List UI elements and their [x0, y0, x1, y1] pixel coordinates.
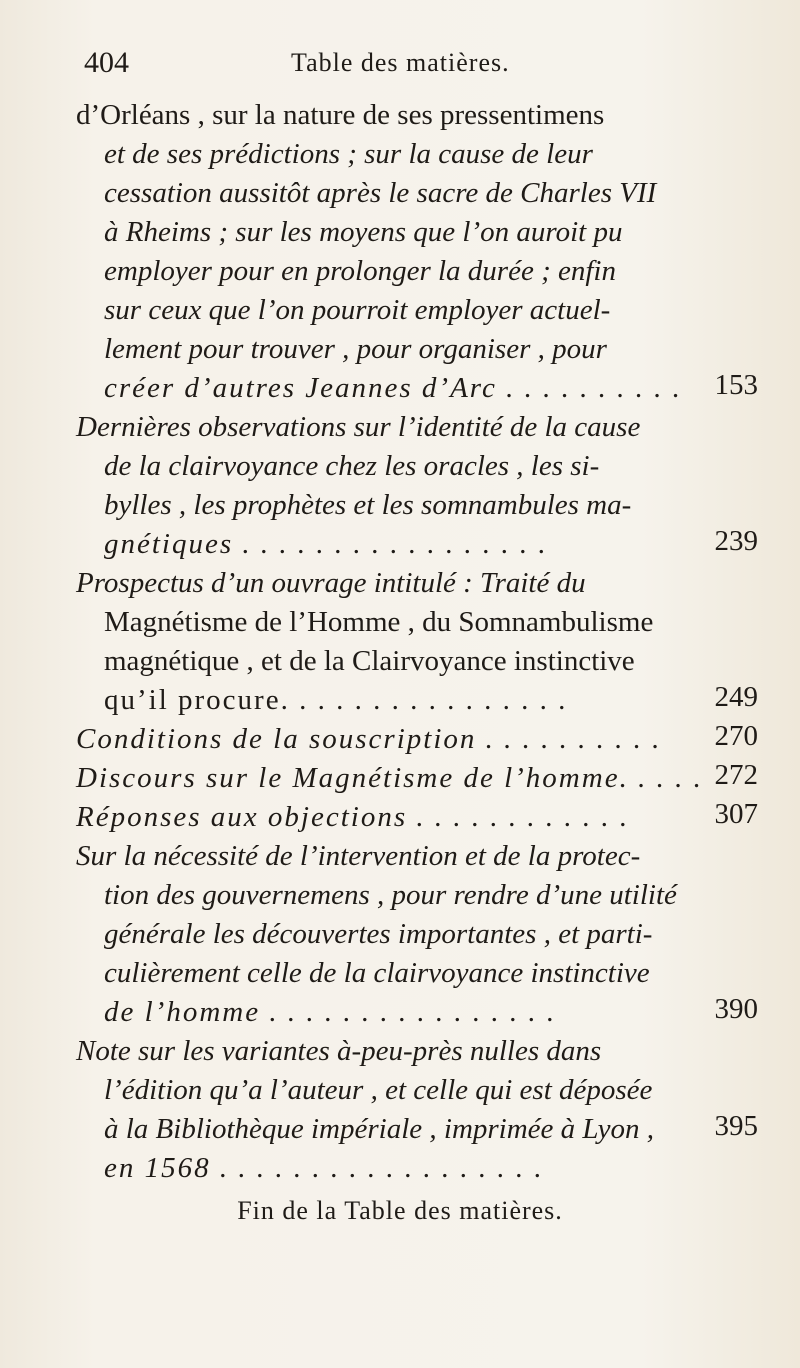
- toc-entry-dernieres: [76, 408, 758, 564]
- toc-line: [76, 564, 746, 603]
- toc-line: à Rheims ; sur les moyens que l’on auroit pu: [104, 216, 623, 248]
- toc-line: tion des gouvernemens , pour rendre d’une utilité: [104, 879, 677, 911]
- toc-line: générale les découvertes importantes , et parti-: [104, 918, 653, 950]
- toc-page-ref: 153: [714, 369, 758, 401]
- toc-entry-discours: [76, 759, 758, 798]
- toc-page-ref: 249: [714, 681, 758, 713]
- toc-entry-necessite: [76, 837, 758, 1032]
- toc-line: Conditions de la souscription . . . . . . . . . .: [76, 723, 662, 755]
- toc-line: magnétique , et de la Clairvoyance instinctive: [104, 645, 635, 677]
- toc-line: en 1568 . . . . . . . . . . . . . . . . . .: [104, 1152, 544, 1184]
- toc-line: lement pour trouver , pour organiser , pour: [104, 333, 607, 365]
- toc-line: [76, 96, 746, 135]
- toc-line: qu’il procure. . . . . . . . . . . . . . . .: [104, 684, 568, 716]
- end-of-table-label: Fin de la Table des matières.: [237, 1196, 563, 1225]
- table-of-contents: [76, 96, 758, 1188]
- toc-page-ref: 270: [714, 720, 758, 752]
- toc-line: de la clairvoyance chez les oracles , les si-: [104, 450, 600, 482]
- toc-page-ref: 390: [714, 993, 758, 1025]
- toc-line: sur ceux que l’on pourroit employer actuel-: [104, 294, 611, 326]
- toc-page-ref: 272: [714, 759, 758, 791]
- toc-entry-jeanne: [76, 96, 758, 408]
- toc-line: créer d’autres Jeannes d’Arc . . . . . . . . . .: [104, 372, 682, 404]
- toc-line-text-italic: Prospectus d’un ouvrage intitulé : Traité du: [76, 567, 586, 599]
- toc-line: gnétiques . . . . . . . . . . . . . . . . .: [104, 528, 548, 560]
- running-title: Table des matières.: [291, 48, 510, 77]
- toc-line: de l’homme . . . . . . . . . . . . . . . .: [104, 996, 557, 1028]
- toc-line: culièrement celle de la clairvoyance instinctive: [104, 957, 650, 989]
- toc-entry-reponses: [76, 798, 758, 837]
- toc-line: Note sur les variantes à-peu-près nulles dans: [76, 1035, 602, 1067]
- toc-entry-conditions: [76, 720, 758, 759]
- toc-line: Magnétisme de l’Homme , du Somnambulisme: [104, 606, 654, 638]
- toc-line: bylles , les prophètes et les somnambules ma-: [104, 489, 632, 521]
- page-number: 404: [84, 46, 129, 79]
- toc-line: l’édition qu’a l’auteur , et celle qui est déposée: [104, 1074, 653, 1106]
- toc-line: Sur la nécessité de l’intervention et de la protec-: [76, 840, 641, 872]
- toc-page-ref: 395: [714, 1110, 758, 1142]
- page-header: [82, 46, 742, 90]
- toc-page-ref: 307: [714, 798, 758, 830]
- toc-line: Dernières observations sur l’identité de la cause: [76, 411, 641, 443]
- toc-line: cessation aussitôt après le sacre de Charles VII: [104, 177, 657, 209]
- toc-line: à la Bibliothèque impériale , imprimée à Lyon ,: [104, 1113, 655, 1145]
- toc-line: et de ses prédictions ; sur la cause de leur: [104, 138, 593, 170]
- toc-line: Discours sur le Magnétisme de l’homme. . . . .: [76, 762, 703, 794]
- toc-entry-note: [76, 1032, 758, 1188]
- toc-line: Réponses aux objections . . . . . . . . . . . .: [76, 801, 630, 833]
- toc-entry-prospectus: [76, 564, 758, 720]
- toc-page-ref: 239: [714, 525, 758, 557]
- toc-line-text-roman: d’Orléans , sur la nature de ses pressentimens: [76, 99, 605, 131]
- toc-line: employer pour en prolonger la durée ; enfin: [104, 255, 616, 287]
